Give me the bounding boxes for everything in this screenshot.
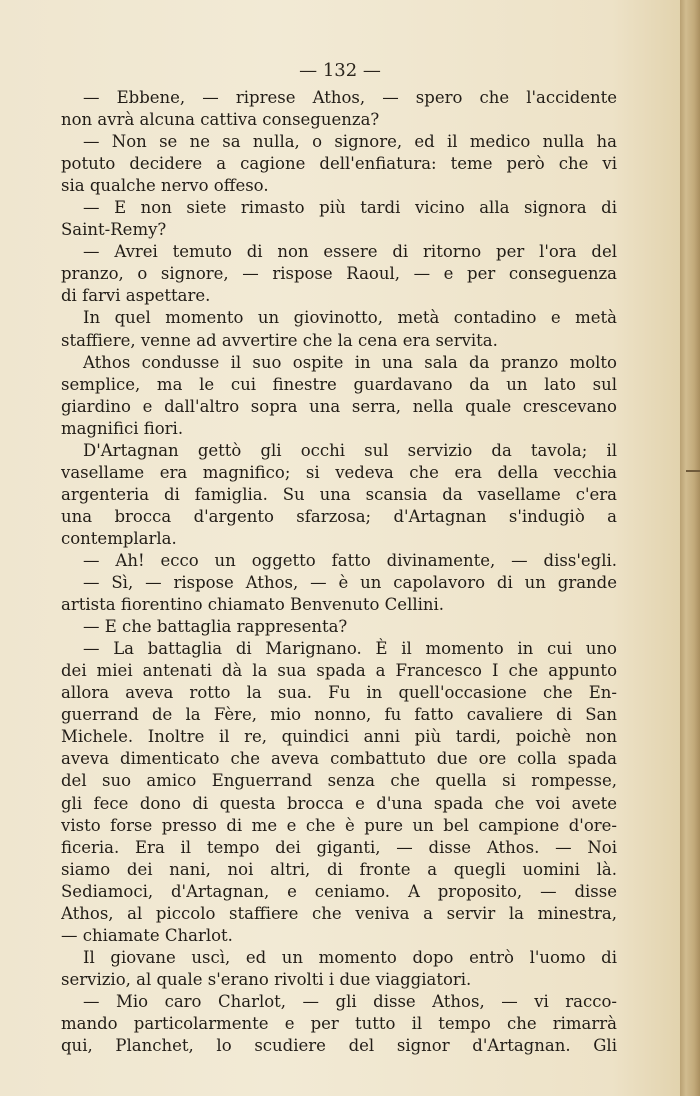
- text-line: siamo dei nani, noi altri, di fronte a quegli uomini là.: [61, 859, 617, 879]
- text-line: Il giovane uscì, ed un momento dopo entrò l'uomo di: [83, 947, 617, 967]
- text-line: servizio, al quale s'erano rivolti i due viaggiatori.: [61, 969, 472, 989]
- text-line: semplice, ma le cui finestre guardavano da un lato sul: [61, 374, 617, 394]
- text-line: visto forse presso di me e che è pure un bel campione d'ore-: [61, 815, 617, 835]
- text-line: Sediamoci, d'Artagnan, e ceniamo. A proposito, — disse: [61, 881, 617, 901]
- text-line: guerrand de la Fère, mio nonno, fu fatto cavaliere di San: [61, 705, 617, 725]
- text-line: di farvi aspettare.: [61, 286, 211, 306]
- text-line: ficeria. Era il tempo dei giganti, — disse Athos. — Noi: [61, 837, 617, 857]
- edge-mark: [686, 470, 700, 472]
- text-line: — Non se ne sa nulla, o signore, ed il medico nulla ha: [83, 132, 617, 152]
- text-line: — Ah! ecco un oggetto fatto divinamente, — diss'egli.: [83, 550, 617, 570]
- text-line: vasellame era magnifico; si vedeva che era della vecchia: [61, 462, 617, 482]
- text-line: magnifici fiori.: [61, 418, 184, 438]
- text-line: non avrà alcuna cattiva conseguenza?: [61, 110, 380, 130]
- text-line: staffiere, venne ad avvertire che la cena era servita.: [61, 330, 498, 350]
- text-line: — La battaglia di Marignano. È il momento in cui uno: [83, 639, 617, 659]
- text-line: mando particolarmente e per tutto il tempo che rimarrà: [61, 1013, 617, 1033]
- text-line: argenteria di famiglia. Su una scansia da vasellame c'era: [61, 484, 617, 504]
- text-line: giardino e dall'altro sopra una serra, nella quale crescevano: [61, 396, 617, 416]
- text-line: qui, Planchet, lo scudiere del signor d'Artagnan. Gli: [61, 1036, 617, 1056]
- text-line: allora aveva rotto la sua. Fu in quell'occasione che En-: [61, 683, 617, 703]
- text-line: gli fece dono di questa brocca e d'una spada che voi avete: [61, 793, 617, 813]
- text-line: sia qualche nervo offeso.: [61, 176, 269, 196]
- body-text: [61, 87, 617, 1057]
- text-line: — E non siete rimasto più tardi vicino alla signora di: [83, 198, 617, 218]
- text-line: Athos, al piccolo staffiere che veniva a servir la minestra,: [61, 903, 617, 923]
- text-line: una brocca d'argento sfarzosa; d'Artagnan s'indugiò a: [61, 506, 617, 526]
- text-line: contemplarla.: [61, 528, 177, 548]
- text-line: artista fiorentino chiamato Benvenuto Cellini.: [61, 595, 445, 615]
- text-line: Saint-Remy?: [61, 220, 167, 240]
- text-line: In quel momento un giovinotto, metà contadino e metà: [83, 308, 617, 328]
- text-line: dei miei antenati dà la sua spada a Francesco I che appunto: [61, 661, 617, 681]
- text-line: Athos condusse il suo ospite in una sala da pranzo molto: [83, 352, 617, 372]
- text-line: — Ebbene, — riprese Athos, — spero che l'accidente: [83, 88, 617, 107]
- text-line: del suo amico Enguerrand senza che quella si rompesse,: [61, 771, 617, 791]
- text-line: — Sì, — rispose Athos, — è un capolavoro di un grande: [83, 573, 617, 593]
- text-line: — chiamate Charlot.: [61, 925, 233, 945]
- page-number: — 132 —: [299, 60, 381, 81]
- text-line: — Avrei temuto di non essere di ritorno per l'ora del: [83, 242, 617, 262]
- text-line: aveva dimenticato che aveva combattuto due ore colla spada: [61, 749, 617, 769]
- text-line: — Mio caro Charlot, — gli disse Athos, — vi racco-: [83, 991, 617, 1011]
- text-line: D'Artagnan gettò gli occhi sul servizio da tavola; il: [83, 440, 617, 460]
- text-line: — E che battaglia rappresenta?: [83, 617, 348, 637]
- text-line: Michele. Inoltre il re, quindici anni più tardi, poichè non: [61, 727, 617, 747]
- text-line: pranzo, o signore, — rispose Raoul, — e per conseguenza: [61, 264, 617, 284]
- page-edge: [680, 0, 700, 1096]
- text-line: potuto decidere a cagione dell'enfiatura: teme però che vi: [61, 154, 617, 174]
